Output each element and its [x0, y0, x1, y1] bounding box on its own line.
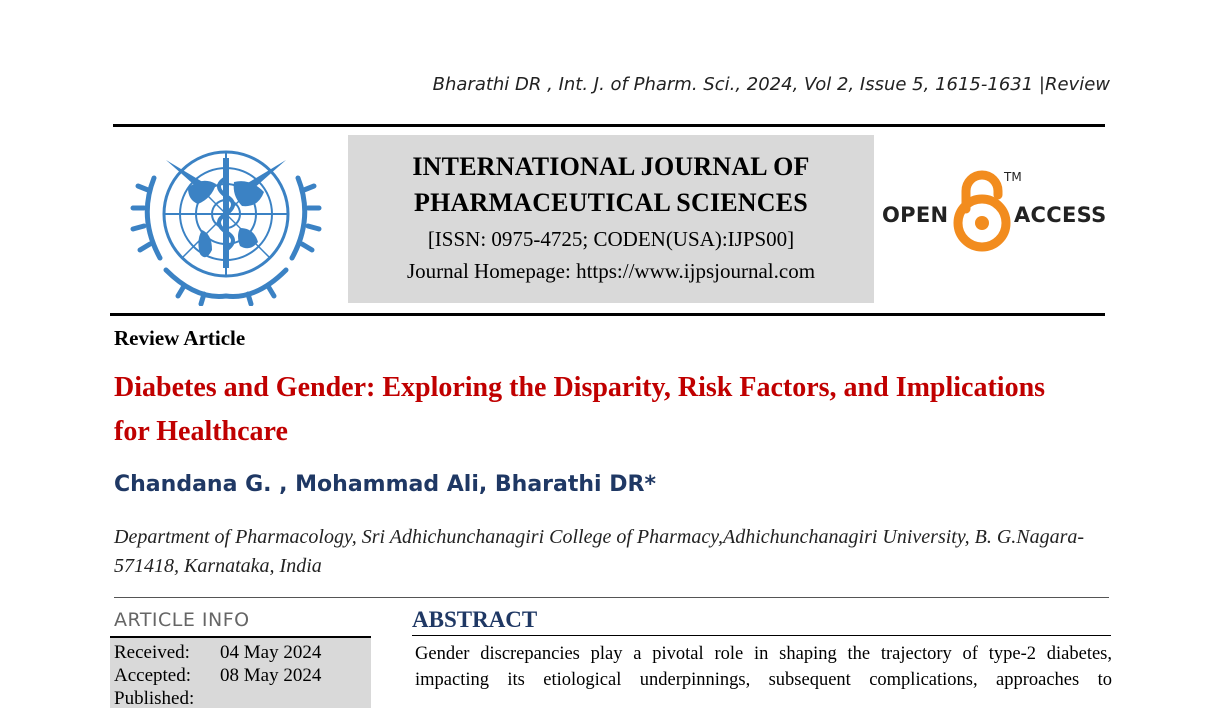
abstract-rule	[412, 635, 1111, 636]
author-affiliation: Department of Pharmacology, Sri Adhichunchanagiri College of Pharmacy,Adhichunchanagiri University, B. G.Nagara-571418, Karnataka, India	[114, 526, 1085, 577]
article-info-label: Received:	[114, 642, 190, 663]
section-divider	[114, 597, 1109, 598]
article-title: Diabetes and Gender: Exploring the Disparity, Risk Factors, and Implications for Healthcare	[114, 372, 1046, 447]
journal-emblem-icon	[126, 138, 326, 306]
abstract-heading: ABSTRACT	[412, 607, 538, 632]
article-info-heading: ARTICLE INFO	[114, 609, 250, 631]
journal-homepage[interactable]: Journal Homepage: https://www.ijpsjournal.com	[406, 259, 816, 283]
article-info-label: Published:	[114, 688, 195, 709]
article-info-value: 04 May 2024	[220, 642, 322, 663]
header-rule-top	[113, 124, 1105, 127]
article-info-row-accepted	[114, 665, 321, 687]
journal-title-line-1: INTERNATIONAL JOURNAL OF	[412, 152, 810, 181]
header-rule-bottom	[110, 313, 1105, 316]
journal-title	[348, 149, 874, 221]
author-list: Chandana G. , Mohammad Ali, Bharathi DR*	[114, 472, 656, 497]
journal-issn: [ISSN: 0975-4725; CODEN(USA):IJPS00]	[427, 227, 795, 251]
journal-masthead	[348, 135, 874, 303]
article-info-value: 08 May 2024	[220, 665, 322, 686]
open-access-word-open: OPEN	[882, 203, 949, 227]
article-info-row-published	[114, 688, 220, 710]
article-info-label: Accepted:	[114, 665, 192, 686]
open-access-word-access: ACCESS	[1014, 203, 1107, 227]
open-access-lock-icon	[952, 165, 1012, 255]
article-info-box	[110, 636, 371, 708]
running-head: Bharathi DR , Int. J. of Pharm. Sci., 2024, Vol 2, Issue 5, 1615-1631 |Review	[432, 74, 1110, 95]
journal-title-line-2: PHARMACEUTICAL SCIENCES	[414, 188, 808, 217]
abstract-text: Gender discrepancies play a pivotal role in shaping the trajectory of type-2 diabetes, impacting its etiological underpinnings, subsequent complications, approaches to	[415, 644, 1112, 690]
open-access-trademark: TM	[1004, 170, 1022, 184]
article-info-row-received	[114, 642, 321, 664]
article-type: Review Article	[114, 326, 246, 350]
open-access-logo	[880, 165, 1108, 255]
